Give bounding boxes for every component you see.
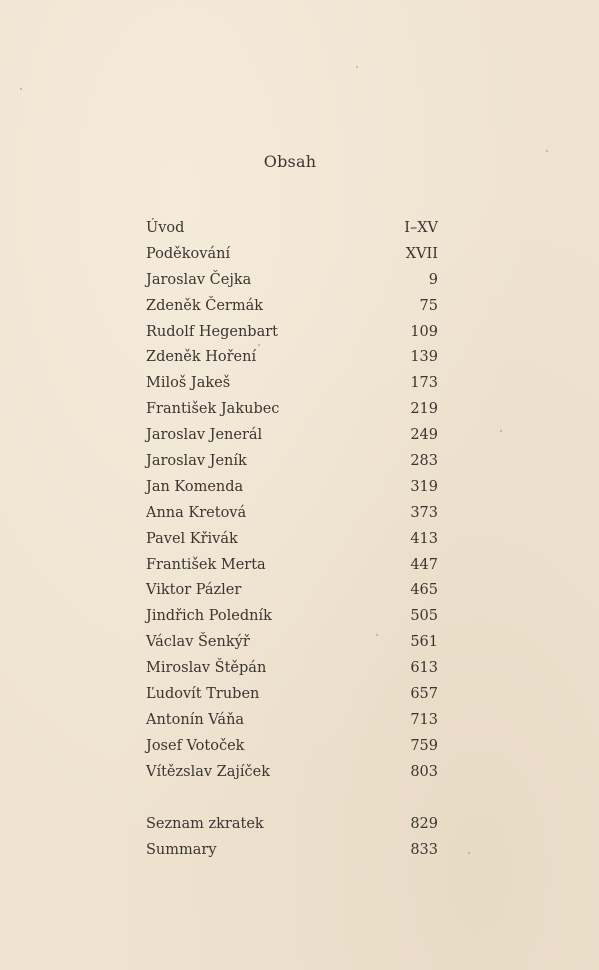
toc-entry-page: 759 <box>410 737 438 754</box>
toc-entry-name: Summary <box>146 841 217 858</box>
toc-entry-page: 561 <box>410 634 438 651</box>
toc-entry-name: Seznam zkratek <box>146 816 264 832</box>
toc-entry-page: I–XV <box>404 220 438 236</box>
toc-entry[interactable] <box>146 501 438 527</box>
toc-entry-page: 713 <box>410 711 438 728</box>
toc-entry-page: 447 <box>410 556 438 573</box>
paper-speck <box>356 66 358 68</box>
paper-speck <box>468 852 470 854</box>
toc-entry-name: František Jakubec <box>146 401 280 418</box>
toc-entry-name: Zdeněk Hoření <box>146 349 257 366</box>
toc-entry-page: 139 <box>410 349 438 366</box>
toc-entry-page: 833 <box>410 841 438 858</box>
toc-entry[interactable] <box>146 475 438 501</box>
toc-entry-page: 803 <box>410 763 438 780</box>
toc-entry-page: 505 <box>410 608 438 625</box>
toc-entry-name: Viktor Pázler <box>146 582 242 599</box>
table-of-contents <box>146 216 438 786</box>
toc-entry[interactable] <box>146 345 438 371</box>
toc-entry-name: Anna Kretová <box>146 504 247 521</box>
toc-entry[interactable] <box>146 242 438 268</box>
toc-entry-name: Úvod <box>146 220 185 236</box>
paper-speck <box>20 88 22 90</box>
toc-entry-name: Jaroslav Jenerál <box>146 427 263 444</box>
toc-entry-page: 657 <box>410 686 438 703</box>
page-title: Obsah <box>263 152 317 171</box>
toc-entry-page: 75 <box>419 297 438 314</box>
toc-entry-page: XVII <box>405 245 438 262</box>
toc-entry-page: 283 <box>410 453 438 470</box>
toc-entry[interactable] <box>146 320 438 346</box>
toc-entry-name: Miroslav Štěpán <box>146 660 267 677</box>
toc-entry-name: Ľudovít Truben <box>146 686 260 703</box>
toc-entry-name: Poděkování <box>146 245 231 262</box>
toc-entry-name: Antonín Váňa <box>146 711 245 728</box>
toc-entry-name: Jindřich Poledník <box>146 608 272 625</box>
toc-entry-page: 173 <box>410 375 438 392</box>
toc-entry[interactable] <box>146 578 438 604</box>
toc-entry[interactable] <box>146 682 438 708</box>
toc-entry-name: Vítězslav Zajíček <box>146 763 271 780</box>
toc-entry-name: Jaroslav Jeník <box>146 453 247 470</box>
toc-entry[interactable] <box>146 216 438 242</box>
back-matter-list <box>146 812 438 864</box>
toc-entry-name: Josef Votoček <box>146 737 245 754</box>
toc-entry-page: 319 <box>410 478 438 495</box>
toc-entry-page: 249 <box>410 427 438 444</box>
toc-entry-page: 219 <box>410 401 438 418</box>
toc-entry-name: Zdeněk Čermák <box>146 297 264 314</box>
toc-entry[interactable] <box>146 397 438 423</box>
toc-entry[interactable] <box>146 423 438 449</box>
toc-entry-name: Miloš Jakeš <box>146 375 231 392</box>
toc-entry[interactable] <box>146 371 438 397</box>
paper-speck <box>500 430 502 432</box>
toc-entry-page: 829 <box>410 816 438 832</box>
toc-entry[interactable] <box>146 449 438 475</box>
toc-entry-name: Václav Šenkýř <box>146 634 250 651</box>
toc-entry[interactable] <box>146 604 438 630</box>
toc-entry-page: 413 <box>410 530 438 547</box>
toc-entry[interactable] <box>146 708 438 734</box>
toc-entry-page: 465 <box>410 582 438 599</box>
toc-entry-page: 373 <box>410 504 438 521</box>
toc-entry[interactable] <box>146 734 438 760</box>
toc-entry[interactable] <box>146 268 438 294</box>
toc-entry-page: 9 <box>428 271 438 288</box>
toc-entry[interactable] <box>146 838 438 864</box>
toc-entry[interactable] <box>146 294 438 320</box>
toc-entry[interactable] <box>146 553 438 579</box>
toc-entry[interactable] <box>146 630 438 656</box>
toc-entry-page: 109 <box>410 323 438 340</box>
toc-entry[interactable] <box>146 527 438 553</box>
toc-entry[interactable] <box>146 656 438 682</box>
toc-entry[interactable] <box>146 760 438 786</box>
toc-entry-name: František Merta <box>146 556 266 573</box>
toc-entry-name: Jan Komenda <box>146 478 244 495</box>
toc-entry-name: Jaroslav Čejka <box>146 271 252 288</box>
toc-entry-name: Rudolf Hegenbart <box>146 323 278 340</box>
toc-entry[interactable] <box>146 812 438 838</box>
toc-entry-page: 613 <box>410 660 438 677</box>
toc-entry-name: Pavel Křivák <box>146 530 238 547</box>
